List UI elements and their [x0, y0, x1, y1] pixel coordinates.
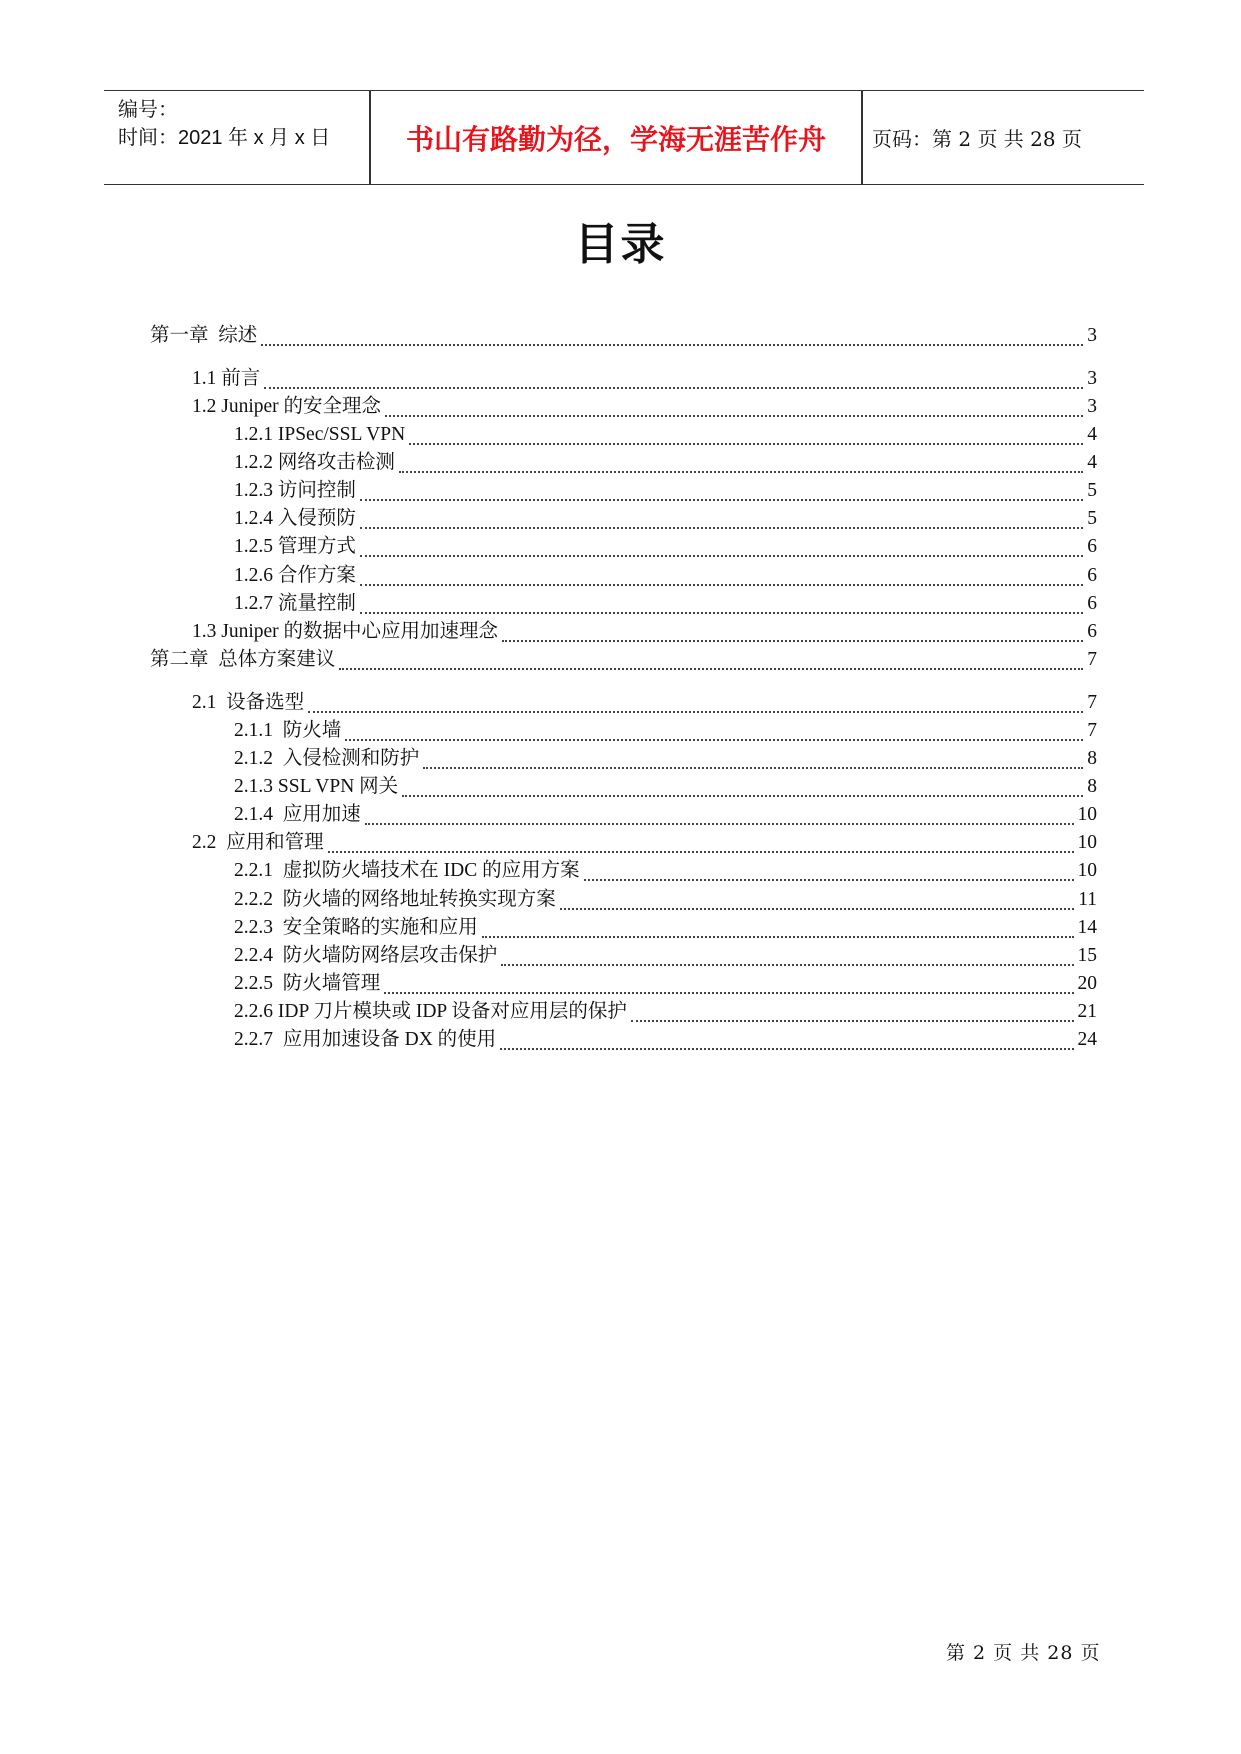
- toc-entry[interactable]: [234, 745, 1097, 771]
- toc-entry-label: 2.2.5 防火墙管理: [234, 973, 381, 994]
- toc-entry[interactable]: [234, 533, 1097, 559]
- toc-entry-label: 2.2.1 虚拟防火墙技术在 IDC 的应用方案: [234, 860, 580, 881]
- toc-entry-label: 2.1.4 应用加速: [234, 804, 361, 825]
- toc-leader: [584, 859, 1074, 881]
- toc-entry-label: 1.2.2 网络攻击检测: [234, 452, 395, 473]
- toc-entry-label: 2.2 应用和管理: [192, 832, 324, 853]
- toc-entry-label: 第二章 总体方案建议: [150, 649, 336, 670]
- toc-leader: [385, 395, 1083, 417]
- toc-entry-label: 1.2.4 入侵预防: [234, 508, 356, 529]
- toc-entry[interactable]: [234, 717, 1097, 743]
- toc-entry-page: 7: [1087, 720, 1097, 741]
- toc-entry[interactable]: [234, 857, 1097, 883]
- header-motto: 书山有路勤为径，学海无涯苦作舟: [405, 122, 826, 156]
- toc-entry-label: 第一章 综述: [150, 325, 258, 346]
- toc-leader: [365, 803, 1074, 825]
- toc-entry-label: 2.2.2 防火墙的网络地址转换实现方案: [234, 889, 556, 910]
- toc-entry-page: 10: [1077, 804, 1097, 825]
- toc-entry-page: 11: [1078, 889, 1097, 910]
- toc-leader: [384, 972, 1073, 994]
- toc-leader: [264, 367, 1083, 389]
- toc-entry-label: 1.2.5 管理方式: [234, 536, 356, 557]
- page-title: 目录: [574, 219, 667, 270]
- toc-leader: [360, 592, 1083, 614]
- toc-leader: [402, 775, 1083, 797]
- toc-entry-page: 6: [1087, 593, 1097, 614]
- toc-entry[interactable]: [234, 449, 1097, 475]
- toc-entry[interactable]: [234, 505, 1097, 531]
- toc-entry-page: 5: [1087, 480, 1097, 501]
- time-label: 时间：2021 年 x 月 x 日: [118, 127, 331, 149]
- toc-entry[interactable]: [234, 477, 1097, 503]
- toc-entry[interactable]: [150, 322, 1097, 348]
- header-meta: [118, 91, 370, 184]
- toc-entry[interactable]: [234, 914, 1097, 940]
- toc-entry-label: 1.2.7 流量控制: [234, 593, 356, 614]
- toc-entry-page: 5: [1087, 508, 1097, 529]
- toc-entry-page: 6: [1087, 621, 1097, 642]
- toc-entry-label: 2.1.1 防火墙: [234, 720, 342, 741]
- toc-leader: [502, 620, 1083, 642]
- toc-entry[interactable]: [192, 829, 1097, 855]
- toc-entry-label: 1.2.1 IPSec/SSL VPN: [234, 424, 406, 445]
- toc-entry[interactable]: [192, 618, 1097, 644]
- toc-leader: [360, 535, 1083, 557]
- toc-leader: [339, 648, 1083, 670]
- toc-entry-page: 8: [1087, 776, 1097, 797]
- page-header: [104, 90, 1144, 185]
- toc-entry[interactable]: [234, 801, 1097, 827]
- toc-leader: [360, 507, 1083, 529]
- toc-leader: [360, 564, 1083, 586]
- toc-entry-page: 14: [1077, 917, 1097, 938]
- toc-leader: [423, 747, 1083, 769]
- toc-leader: [631, 1000, 1074, 1022]
- toc-entry-label: 2.2.4 防火墙防网络层攻击保护: [234, 945, 498, 966]
- toc-entry[interactable]: [234, 773, 1097, 799]
- toc-entry-page: 4: [1087, 424, 1097, 445]
- toc-leader: [501, 944, 1073, 966]
- toc-entry-page: 3: [1087, 396, 1097, 417]
- toc-leader: [261, 324, 1083, 346]
- toc-leader: [399, 451, 1083, 473]
- toc-entry-label: 1.1 前言: [192, 368, 261, 389]
- toc-leader: [345, 719, 1083, 741]
- toc-leader: [360, 479, 1083, 501]
- toc-entry[interactable]: [234, 1026, 1097, 1052]
- toc-entry-page: 24: [1077, 1029, 1097, 1050]
- toc-entry-page: 6: [1087, 536, 1097, 557]
- toc-entry-label: 2.1.3 SSL VPN 网关: [234, 776, 399, 797]
- toc-entry-label: 2.2.7 应用加速设备 DX 的使用: [234, 1029, 497, 1050]
- toc-entry-page: 7: [1087, 692, 1097, 713]
- toc-entry[interactable]: [234, 998, 1097, 1024]
- toc-entry-page: 3: [1087, 368, 1097, 389]
- number-label: 编号：: [118, 99, 178, 121]
- toc-entry[interactable]: [234, 421, 1097, 447]
- toc-entry-page: 10: [1077, 832, 1097, 853]
- toc-entry-page: 4: [1087, 452, 1097, 473]
- toc-entry[interactable]: [234, 562, 1097, 588]
- toc-entry-page: 7: [1087, 649, 1097, 670]
- toc-leader: [308, 691, 1083, 713]
- toc-entry-page: 8: [1087, 748, 1097, 769]
- toc-entry[interactable]: [192, 365, 1097, 391]
- toc-entry-page: 20: [1077, 973, 1097, 994]
- toc-leader: [482, 916, 1074, 938]
- toc-entry-label: 2.2.3 安全策略的实施和应用: [234, 917, 478, 938]
- toc-entry-page: 3: [1087, 325, 1097, 346]
- toc-entry[interactable]: [234, 942, 1097, 968]
- toc-entry[interactable]: [234, 970, 1097, 996]
- header-page-info: 页码：第 2 页 共 28 页: [872, 127, 1082, 151]
- toc-entry-page: 21: [1077, 1001, 1097, 1022]
- toc-entry[interactable]: [192, 393, 1097, 419]
- toc-entry-label: 2.1 设备选型: [192, 692, 305, 713]
- toc-leader: [328, 831, 1074, 853]
- toc-entry-label: 1.3 Juniper 的数据中心应用加速理念: [192, 621, 499, 642]
- toc-leader: [409, 423, 1083, 445]
- toc-entry-label: 2.1.2 入侵检测和防护: [234, 748, 420, 769]
- toc-entry-page: 6: [1087, 565, 1097, 586]
- toc-entry[interactable]: [192, 689, 1097, 715]
- page-footer: 第 2 页 共 28 页: [946, 1642, 1101, 1664]
- toc-leader: [500, 1028, 1073, 1050]
- toc-leader: [560, 888, 1074, 910]
- toc-entry-label: 1.2.6 合作方案: [234, 565, 356, 586]
- toc-entry-page: 10: [1077, 860, 1097, 881]
- toc-entry[interactable]: [234, 590, 1097, 616]
- toc-entry-label: 1.2.3 访问控制: [234, 480, 356, 501]
- toc-entry-page: 15: [1077, 945, 1097, 966]
- toc-entry-label: 1.2 Juniper 的安全理念: [192, 396, 382, 417]
- toc-entry[interactable]: [234, 886, 1097, 912]
- toc-entry[interactable]: [150, 646, 1097, 672]
- toc-entry-label: 2.2.6 IDP 刀片模块或 IDP 设备对应用层的保护: [234, 1001, 627, 1022]
- header-divider: [861, 91, 863, 184]
